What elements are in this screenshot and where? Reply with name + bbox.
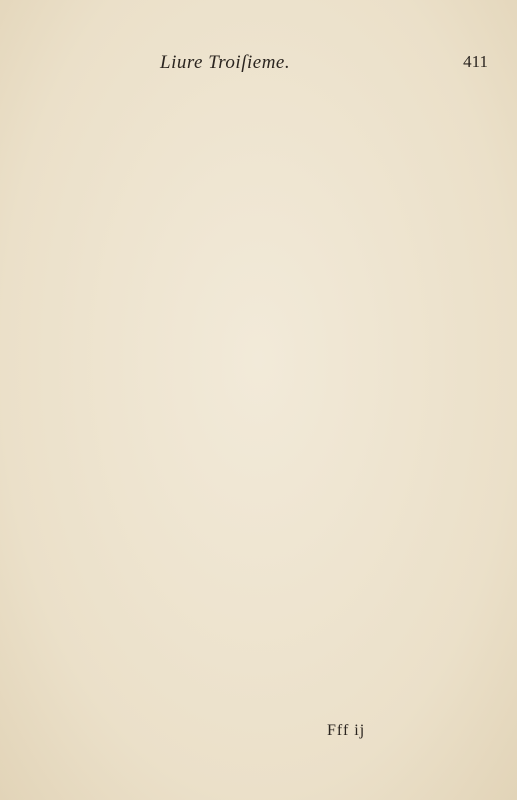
running-title: Liure Troiſieme. xyxy=(160,52,291,73)
page-number: 411 xyxy=(463,52,488,71)
signature-mark: Fff ij xyxy=(327,722,366,739)
